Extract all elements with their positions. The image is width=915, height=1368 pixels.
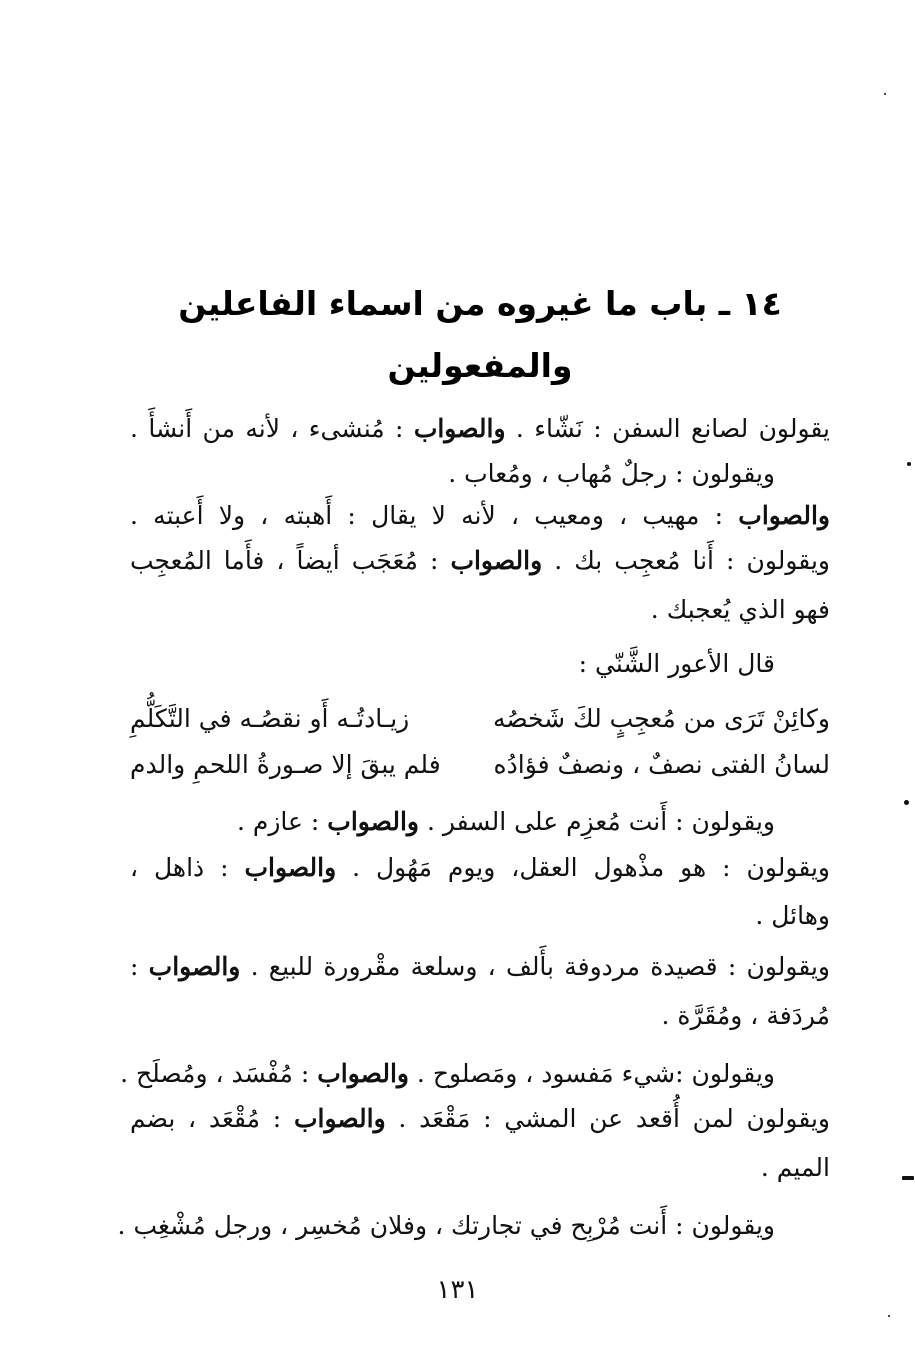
poem-verse: [130, 745, 830, 785]
text-line: [117, 1206, 775, 1246]
keyword-bold: والصواب: [317, 1059, 409, 1088]
verse-hemistich: وكائِنْ تَرَى من مُعجِبٍ لكَ شَخصُه: [492, 704, 830, 733]
text-line: [130, 996, 830, 1036]
scan-speck: [884, 93, 886, 95]
keyword-bold: والصواب: [738, 501, 830, 530]
keyword-bold: والصواب: [244, 853, 337, 882]
verse-hemistich: زيـادتُـه أَو نقصُـه في التَّكَلُّمِ: [130, 704, 410, 733]
keyword-bold: والصواب: [413, 414, 506, 443]
line-text: مُردَفة ، ومُقَرَّة .: [661, 1001, 830, 1030]
line-text: : مُقْعَد ، بضم: [130, 1104, 294, 1133]
line-text: : مُفْسَد ، ومُصلَح .: [120, 1059, 318, 1088]
scan-speck: [902, 1176, 914, 1180]
line-text: الميم .: [760, 1153, 830, 1182]
line-text: ويقولون : رجلٌ مُهاب ، ومُعاب .: [448, 459, 775, 488]
poem-verse: [130, 699, 830, 739]
line-text: : مُعَجَب أيضاً ، فأَما المُعجِب: [130, 546, 451, 575]
verse-hemistich: فلم يبقَ إلا صـورةُ اللحمِ والدم: [130, 750, 441, 779]
line-text: ويقولون : أَنت مُعزِم على السفر .: [419, 807, 775, 836]
line-text: يقولون لصانع السفن : نَشّاء .: [505, 414, 830, 443]
line-text: : عازم .: [236, 807, 328, 836]
text-line: [130, 409, 830, 449]
page-number: ١٣١: [436, 1275, 479, 1305]
line-text: وهائل .: [755, 901, 830, 930]
line-text: ويقولون : هو مذْهول العقل، ويوم مَهُول .: [336, 853, 830, 882]
keyword-bold: والصواب: [293, 1104, 386, 1133]
line-text: قال الأعور الشَّنّي :: [578, 649, 775, 678]
text-line: [120, 1054, 775, 1094]
keyword-bold: والصواب: [148, 952, 241, 981]
text-line: [130, 590, 830, 630]
text-line: [130, 1099, 830, 1139]
scan-speck: [907, 462, 911, 466]
text-line: [130, 496, 830, 536]
chapter-title-line-1: ١٤ ـ باب ما غيروه من اسماء الفاعلين: [178, 284, 782, 323]
verse-hemistich: لسانُ الفتى نصفٌ ، ونصفٌ فؤادُه: [493, 750, 830, 779]
line-text: ويقولون لمن أُقعد عن المشي : مَقْعَد .: [385, 1104, 830, 1133]
keyword-bold: والصواب: [450, 546, 543, 575]
text-line: [130, 1148, 830, 1188]
chapter-title-line-2: والمفعولين: [387, 346, 573, 385]
scan-speck: [904, 800, 909, 805]
line-text: ويقولون : أَنا مُعجِب بك .: [542, 546, 830, 575]
text-line: [130, 848, 830, 888]
line-text: : ذاهل ،: [130, 853, 245, 882]
text-line: [130, 947, 830, 987]
line-text: :: [130, 952, 149, 981]
line-text: ويقولون : قصيدة مردوفة بأَلف ، وسلعة مقْرورة للبيع .: [240, 952, 830, 981]
keyword-bold: والصواب: [327, 807, 419, 836]
line-text: ويقولون :شيء مَفسود ، ومَصلوح .: [408, 1059, 775, 1088]
text-line: [130, 802, 775, 842]
text-line: [130, 541, 830, 581]
text-line: [130, 896, 830, 936]
line-text: : مُنشىء ، لأنه من أَنشأَ .: [130, 414, 414, 443]
line-text: ويقولون : أَنت مُرْبِح في تجارتك ، وفلان مُخسِر ، ورجل مُشْغِب .: [117, 1211, 775, 1240]
text-line: [130, 454, 775, 494]
line-text: فهو الذي يُعجبك .: [650, 595, 830, 624]
scan-speck: [888, 1315, 890, 1317]
line-text: : مهيب ، ومعيب ، لأنه لا يقال : أَهبته ، ولا أَعبته .: [130, 501, 739, 530]
text-line: [130, 644, 775, 684]
